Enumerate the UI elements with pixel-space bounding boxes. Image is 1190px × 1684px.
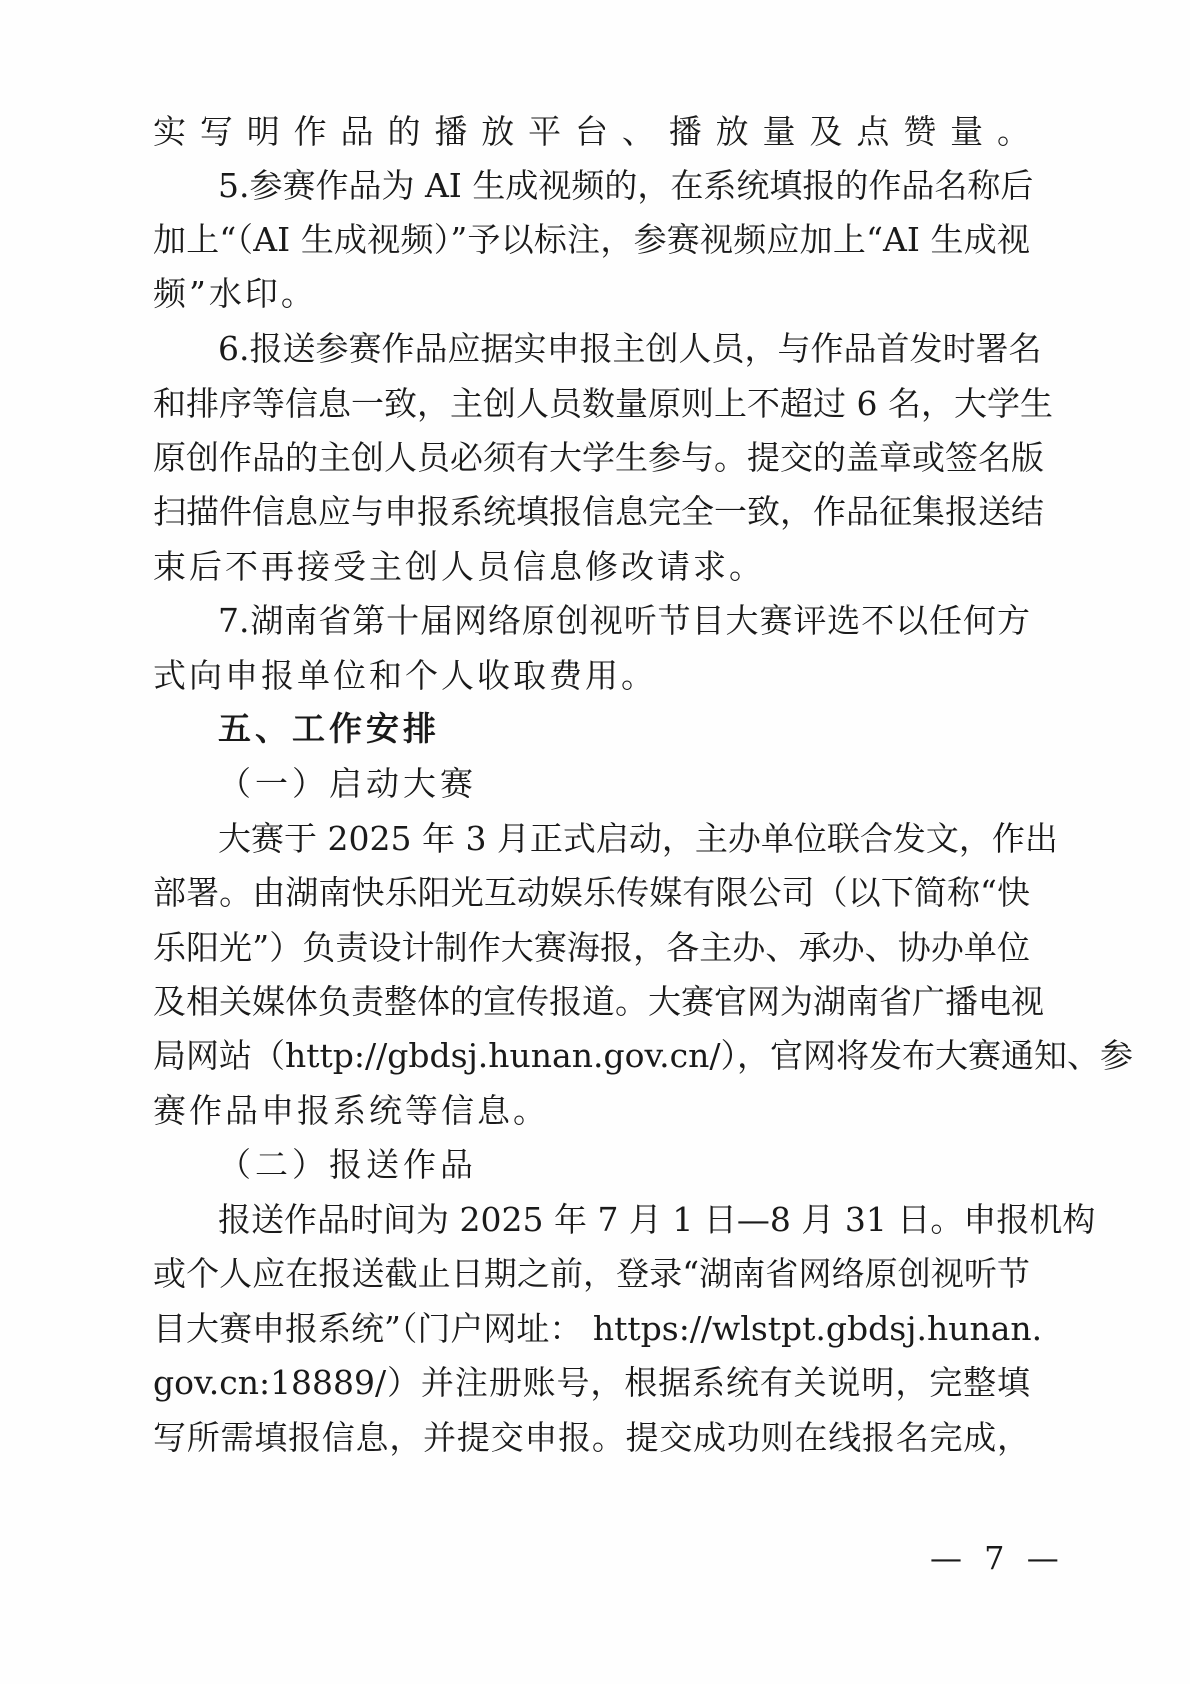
text-line: 原创作品的主创人员必须有大学生参与。提交的盖章或签名版 <box>153 438 1044 477</box>
subsection-heading: （一）启动大赛 <box>218 764 477 803</box>
text-line: 目大赛申报系统”（门户网址： https://wlstpt.gbdsj.hunan. <box>153 1309 1043 1348</box>
text-line: 部署。由湖南快乐阳光互动娱乐传媒有限公司（以下简称“快 <box>153 873 1030 912</box>
text-line: 大赛于 2025 年 3 月正式启动，主办单位联合发文，作出 <box>218 819 1058 858</box>
text-line: 式向申报单位和个人收取费用。 <box>153 656 657 695</box>
text-line: 扫描件信息应与申报系统填报信息完全一致，作品征集报送结 <box>153 492 1044 531</box>
section-heading: 五、工作安排 <box>218 709 440 748</box>
text-line: 5.参赛作品为 AI 生成视频的，在系统填报的作品名称后 <box>218 166 1034 205</box>
text-line: 频”水印。 <box>153 274 317 313</box>
text-line: 6.报送参赛作品应据实申报主创人员，与作品首发时署名 <box>218 329 1042 368</box>
text-line: 加上“（AI 生成视频）”予以标注，参赛视频应加上“AI 生成视 <box>153 220 1030 259</box>
text-line: 写所需填报信息，并提交申报。提交成功则在线报名完成， <box>153 1418 1030 1457</box>
subsection-heading: （二）报送作品 <box>218 1145 477 1184</box>
text-line: 和排序等信息一致，主创人员数量原则上不超过 6 名，大学生 <box>153 384 1053 423</box>
text-line: 实写明作品的播放平台、播放量及点赞量。 <box>153 112 1030 151</box>
text-line: 报送作品时间为 2025 年 7 月 1 日—8 月 31 日。申报机构 <box>218 1200 1096 1239</box>
text-line: 局网站（http://gbdsj.hunan.gov.cn/），官网将发布大赛通知、参 <box>153 1036 1134 1075</box>
text-line: 乐阳光”）负责设计制作大赛海报，各主办、承办、协办单位 <box>153 928 1030 967</box>
text-line: 束后不再接受主创人员信息修改请求。 <box>153 547 765 586</box>
text-line: 赛作品申报系统等信息。 <box>153 1091 549 1130</box>
page-number: — 7 — <box>930 1539 1065 1577</box>
text-line: 7.湖南省第十届网络原创视听节目大赛评选不以任何方 <box>218 601 1030 640</box>
text-line: 或个人应在报送截止日期之前，登录“湖南省网络原创视听节 <box>153 1254 1030 1293</box>
text-line: 及相关媒体负责整体的宣传报道。大赛官网为湖南省广播电视 <box>153 982 1044 1021</box>
text-line: gov.cn:18889/）并注册账号，根据系统有关说明，完整填 <box>153 1363 1030 1402</box>
